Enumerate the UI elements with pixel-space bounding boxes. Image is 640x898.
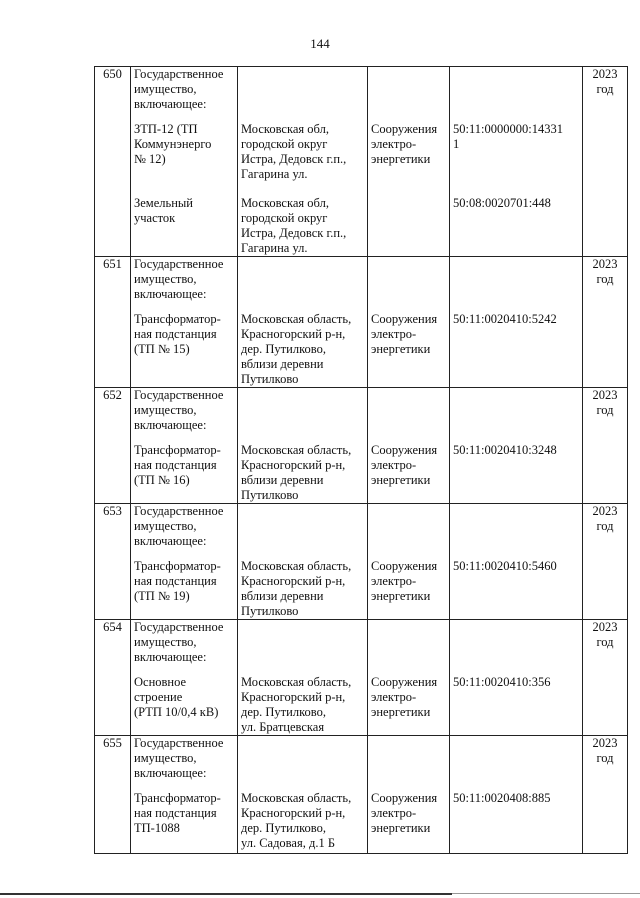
object-name-cell bbox=[131, 257, 238, 388]
row-number-text: 653 bbox=[103, 504, 122, 518]
object-purpose: Сооружения электро- энергетики bbox=[371, 675, 438, 719]
purpose-cell bbox=[368, 504, 450, 620]
cadastral-cell bbox=[450, 504, 583, 620]
transfer-year-text: 2023 год bbox=[592, 67, 618, 96]
purpose-cell bbox=[368, 257, 450, 388]
object-name-cell bbox=[131, 620, 238, 736]
object-address: Московская область, Красногорский р-н, вблизи деревни Путилково bbox=[241, 559, 352, 618]
row-number-text: 655 bbox=[103, 736, 122, 750]
transfer-year-text: 2023 год bbox=[592, 736, 618, 765]
row-number bbox=[95, 388, 131, 504]
cadastral-number: 50:11:0020408:885 bbox=[453, 791, 551, 805]
row-number-text: 650 bbox=[103, 67, 122, 81]
transfer-year bbox=[583, 620, 628, 736]
object-purpose: Сооружения электро- энергетики bbox=[371, 122, 438, 166]
transfer-year-text: 2023 год bbox=[592, 504, 618, 533]
object-name-cell bbox=[131, 67, 238, 257]
purpose-cell bbox=[368, 388, 450, 504]
group-label: Государственное имущество, включающее: bbox=[134, 504, 224, 548]
object-name: Трансформатор- ная подстанция ТП-1088 bbox=[134, 791, 221, 835]
object-address: Московская область, Красногорский р-н, дер. Путилково, ул. Братцевская bbox=[241, 675, 352, 734]
address-cell bbox=[238, 388, 368, 504]
transfer-year bbox=[583, 67, 628, 257]
object-name: Трансформатор- ная подстанция (ТП № 19) bbox=[134, 559, 221, 603]
object-name: Земельный участок bbox=[134, 196, 193, 225]
register-row bbox=[95, 504, 628, 620]
object-name: Трансформатор- ная подстанция (ТП № 16) bbox=[134, 443, 221, 487]
page-number: 144 bbox=[310, 36, 330, 51]
row-number bbox=[95, 736, 131, 854]
transfer-year bbox=[583, 388, 628, 504]
object-name: Трансформатор- ная подстанция (ТП № 15) bbox=[134, 312, 221, 356]
object-name-cell bbox=[131, 504, 238, 620]
object-address: Московская область, Красногорский р-н, дер. Путилково, ул. Садовая, д.1 Б bbox=[241, 791, 352, 850]
object-name-cell bbox=[131, 736, 238, 854]
object-address: Московская область, Красногорский р-н, дер. Путилково, вблизи деревни Путилково bbox=[241, 312, 352, 386]
object-purpose: Сооружения электро- энергетики bbox=[371, 559, 438, 603]
object-name: Основное строение (РТП 10/0,4 кВ) bbox=[134, 675, 219, 719]
row-number-text: 652 bbox=[103, 388, 122, 402]
group-label: Государственное имущество, включающее: bbox=[134, 620, 224, 664]
register-row bbox=[95, 620, 628, 736]
address-cell bbox=[238, 257, 368, 388]
row-number bbox=[95, 257, 131, 388]
cadastral-number: 50:11:0020410:5460 bbox=[453, 559, 557, 573]
scan-edge-line-faint bbox=[452, 893, 640, 894]
cadastral-number: 50:11:0020410:3248 bbox=[453, 443, 557, 457]
cadastral-cell bbox=[450, 67, 583, 257]
register-row bbox=[95, 257, 628, 388]
cadastral-cell bbox=[450, 257, 583, 388]
cadastral-number: 50:11:0000000:14331 1 bbox=[453, 122, 563, 151]
cadastral-cell bbox=[450, 736, 583, 854]
object-name: ЗТП-12 (ТП Коммунэнерго № 12) bbox=[134, 122, 212, 166]
address-cell bbox=[238, 736, 368, 854]
transfer-year-text: 2023 год bbox=[592, 388, 618, 417]
group-label: Государственное имущество, включающее: bbox=[134, 67, 224, 111]
cadastral-number: 50:08:0020701:448 bbox=[453, 196, 551, 210]
purpose-cell bbox=[368, 67, 450, 257]
property-register-table bbox=[94, 66, 628, 854]
object-address: Московская область, Красногорский р-н, вблизи деревни Путилково bbox=[241, 443, 352, 502]
register-row bbox=[95, 736, 628, 854]
address-cell bbox=[238, 620, 368, 736]
transfer-year-text: 2023 год bbox=[592, 257, 618, 286]
purpose-cell bbox=[368, 736, 450, 854]
register-row bbox=[95, 388, 628, 504]
object-purpose: Сооружения электро- энергетики bbox=[371, 443, 438, 487]
row-number bbox=[95, 67, 131, 257]
row-number bbox=[95, 620, 131, 736]
address-cell bbox=[238, 504, 368, 620]
row-number-text: 654 bbox=[103, 620, 122, 634]
purpose-cell bbox=[368, 620, 450, 736]
group-label: Государственное имущество, включающее: bbox=[134, 736, 224, 780]
cadastral-cell bbox=[450, 388, 583, 504]
address-cell bbox=[238, 67, 368, 257]
row-number-text: 651 bbox=[103, 257, 122, 271]
object-purpose: Сооружения электро- энергетики bbox=[371, 312, 438, 356]
register-row bbox=[95, 67, 628, 257]
object-address: Московская обл, городской округ Истра, Дедовск г.п., Гагарина ул. bbox=[241, 122, 347, 181]
row-number bbox=[95, 504, 131, 620]
object-address: Московская обл, городской округ Истра, Дедовск г.п., Гагарина ул. bbox=[241, 196, 347, 255]
transfer-year bbox=[583, 504, 628, 620]
transfer-year bbox=[583, 736, 628, 854]
transfer-year-text: 2023 год bbox=[592, 620, 618, 649]
group-label: Государственное имущество, включающее: bbox=[134, 388, 224, 432]
scan-edge-line bbox=[0, 893, 452, 895]
transfer-year bbox=[583, 257, 628, 388]
cadastral-number: 50:11:0020410:356 bbox=[453, 675, 551, 689]
cadastral-number: 50:11:0020410:5242 bbox=[453, 312, 557, 326]
object-name-cell bbox=[131, 388, 238, 504]
group-label: Государственное имущество, включающее: bbox=[134, 257, 224, 301]
object-purpose: Сооружения электро- энергетики bbox=[371, 791, 438, 835]
cadastral-cell bbox=[450, 620, 583, 736]
